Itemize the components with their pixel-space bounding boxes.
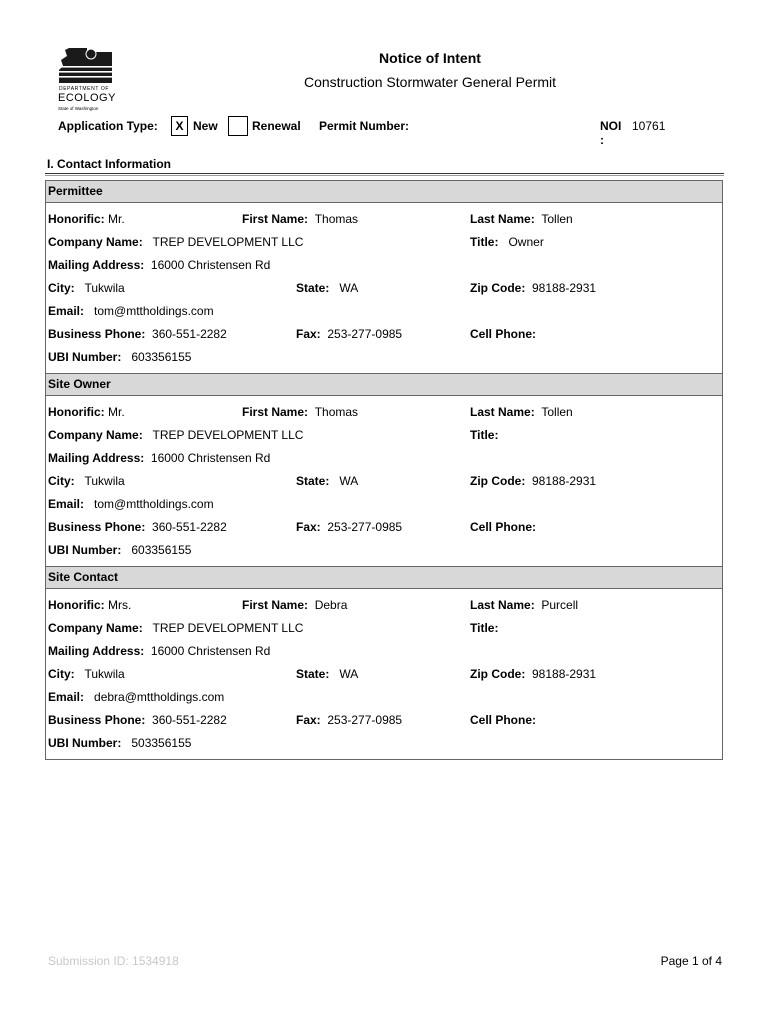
- name-row: [46, 212, 722, 228]
- group-body: [46, 396, 722, 566]
- noi-label: NOI :: [600, 119, 622, 147]
- city-field: City: Tukwila: [48, 474, 125, 488]
- zip-code-field: Zip Code: 98188-2931: [470, 281, 597, 295]
- company-row: [46, 235, 722, 251]
- phone-row: [46, 327, 722, 343]
- company-name-field: Company Name: TREP DEVELOPMENT LLC: [48, 428, 304, 442]
- first-name-field: First Name: Thomas: [242, 405, 359, 419]
- last-name-field: Last Name: Tollen: [470, 405, 573, 419]
- group-header: Permittee: [46, 181, 722, 203]
- last-name-field: Last Name: Tollen: [470, 212, 573, 226]
- title-field: Title:: [470, 428, 499, 442]
- business-phone-field: Business Phone: 360-551-2282: [48, 713, 227, 727]
- company-name-field: Company Name: TREP DEVELOPMENT LLC: [48, 621, 304, 635]
- address-row: [46, 451, 722, 467]
- email-field: Email: tom@mttholdings.com: [48, 497, 214, 511]
- company-name-field: Company Name: TREP DEVELOPMENT LLC: [48, 235, 304, 249]
- city-row: [46, 474, 722, 490]
- group-body: [46, 203, 722, 373]
- document-subtitle: Construction Stormwater General Permit: [303, 74, 557, 90]
- ubi-number-field: UBI Number: 603356155: [48, 543, 192, 557]
- contact-group-site-owner: [46, 373, 722, 566]
- last-name-field: Last Name: Purcell: [470, 598, 579, 612]
- mailing-address-field: Mailing Address: 16000 Christensen Rd: [48, 258, 271, 272]
- page-number: Page 1 of 4: [660, 954, 722, 968]
- new-checkbox[interactable]: X: [171, 116, 188, 136]
- fax-field: Fax: 253-277-0985: [296, 327, 403, 341]
- logo-name-text: ECOLOGY: [58, 92, 116, 104]
- logo-state-text: State of Washington: [58, 106, 99, 111]
- name-row: [46, 405, 722, 421]
- honorific-field: Honorific: Mr.: [48, 212, 125, 226]
- renewal-checkbox[interactable]: [228, 116, 248, 136]
- application-type-label: Application Type:: [58, 119, 158, 133]
- address-row: [46, 644, 722, 660]
- business-phone-field: Business Phone: 360-551-2282: [48, 327, 227, 341]
- ubi-number-field: UBI Number: 603356155: [48, 350, 192, 364]
- email-field: Email: tom@mttholdings.com: [48, 304, 214, 318]
- honorific-field: Honorific: Mr.: [48, 405, 125, 419]
- city-row: [46, 667, 722, 683]
- ubi-row: [46, 350, 722, 366]
- mailing-address-field: Mailing Address: 16000 Christensen Rd: [48, 644, 271, 658]
- email-row: [46, 690, 722, 706]
- business-phone-field: Business Phone: 360-551-2282: [48, 520, 227, 534]
- ubi-row: [46, 736, 722, 752]
- honorific-field: Honorific: Mrs.: [48, 598, 132, 612]
- document-title: Notice of Intent: [379, 50, 481, 66]
- phone-row: [46, 713, 722, 729]
- logo-dept-text: DEPARTMENT OF: [59, 86, 110, 92]
- state-field: State: WA: [296, 281, 359, 295]
- noi-value: 10761: [632, 119, 666, 133]
- cell-phone-field: Cell Phone:: [470, 713, 537, 727]
- section-divider: [45, 173, 724, 174]
- phone-row: [46, 520, 722, 536]
- name-row: [46, 598, 722, 614]
- email-field: Email: debra@mttholdings.com: [48, 690, 225, 704]
- zip-code-field: Zip Code: 98188-2931: [470, 474, 597, 488]
- state-field: State: WA: [296, 474, 359, 488]
- first-name-field: First Name: Debra: [242, 598, 348, 612]
- email-row: [46, 497, 722, 513]
- ubi-row: [46, 543, 722, 559]
- ecology-logo: [57, 46, 116, 118]
- fax-field: Fax: 253-277-0985: [296, 520, 403, 534]
- zip-code-field: Zip Code: 98188-2931: [470, 667, 597, 681]
- new-label: New: [193, 119, 218, 133]
- city-row: [46, 281, 722, 297]
- contact-information-heading: I. Contact Information: [47, 157, 171, 171]
- state-field: State: WA: [296, 667, 359, 681]
- washington-state-map-icon: [57, 46, 113, 84]
- section-divider-secondary: [45, 175, 724, 176]
- cell-phone-field: Cell Phone:: [470, 520, 537, 534]
- ubi-number-field: UBI Number: 503356155: [48, 736, 192, 750]
- permit-number-label: Permit Number:: [319, 119, 410, 133]
- contact-group-permittee: [46, 181, 722, 373]
- fax-field: Fax: 253-277-0985: [296, 713, 403, 727]
- renewal-label: Renewal: [252, 119, 301, 133]
- email-row: [46, 304, 722, 320]
- address-row: [46, 258, 722, 274]
- company-row: [46, 428, 722, 444]
- cell-phone-field: Cell Phone:: [470, 327, 537, 341]
- group-header: Site Owner: [46, 373, 722, 396]
- city-field: City: Tukwila: [48, 667, 125, 681]
- group-body: [46, 589, 722, 759]
- first-name-field: First Name: Thomas: [242, 212, 359, 226]
- group-header: Site Contact: [46, 566, 722, 589]
- submission-id: Submission ID: 1534918: [48, 954, 179, 968]
- title-field: Title: Owner: [470, 235, 544, 249]
- contact-group-site-contact: [46, 566, 722, 759]
- mailing-address-field: Mailing Address: 16000 Christensen Rd: [48, 451, 271, 465]
- city-field: City: Tukwila: [48, 281, 125, 295]
- title-field: Title:: [470, 621, 499, 635]
- company-row: [46, 621, 722, 637]
- contact-information-table: [45, 180, 723, 760]
